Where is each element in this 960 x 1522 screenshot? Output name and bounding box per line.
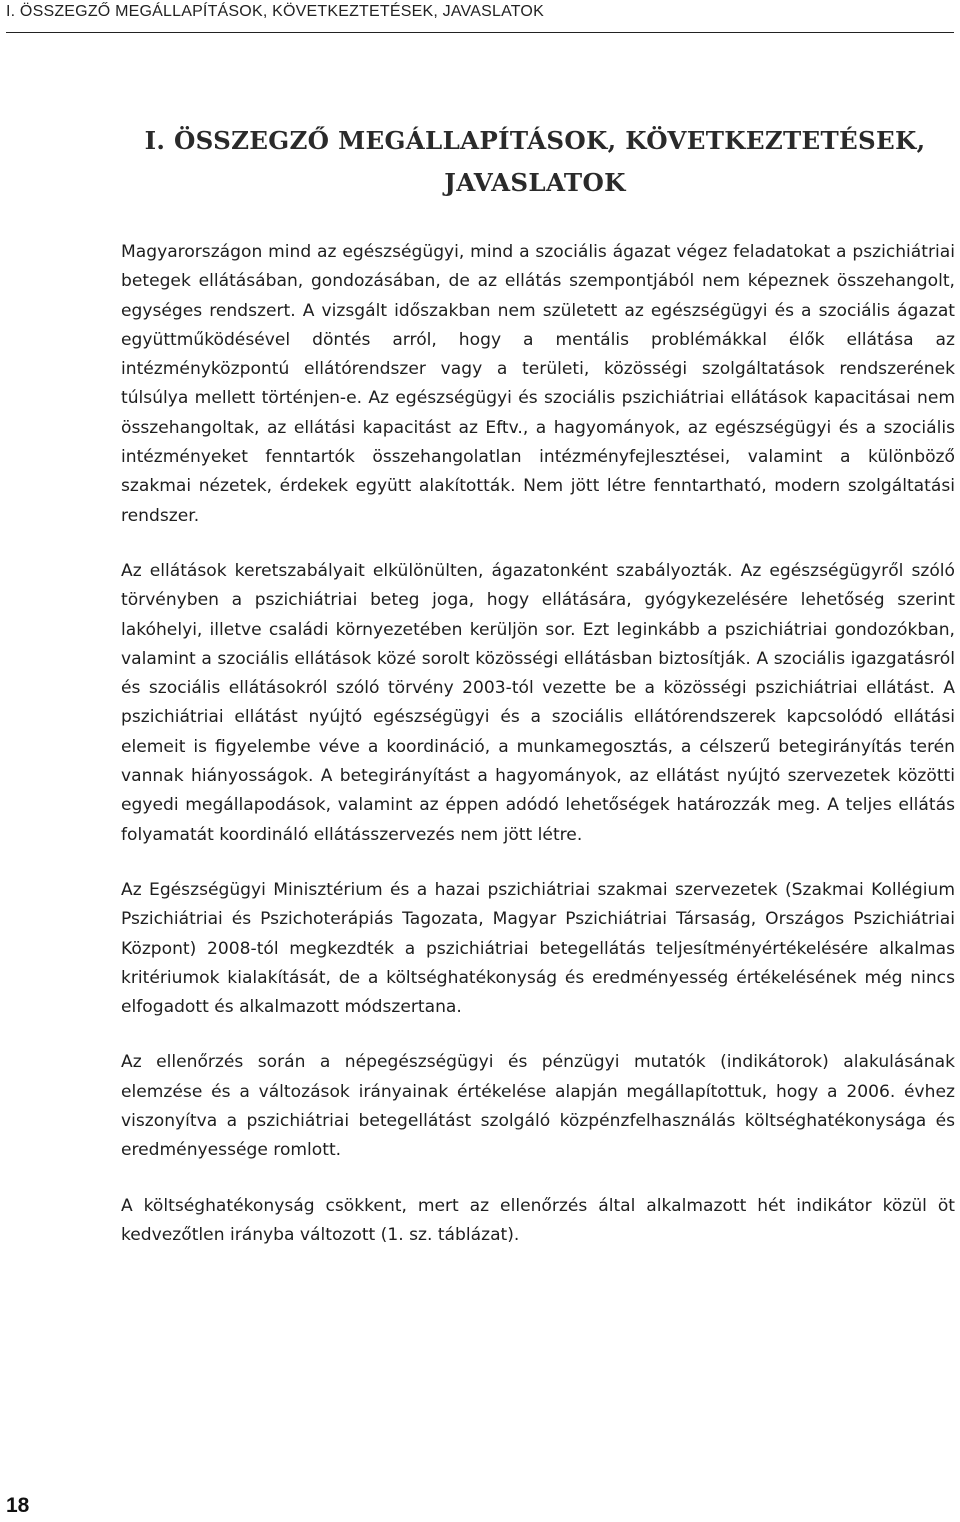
paragraph-3: Az Egészségügyi Minisztérium és a hazai pszichiátriai szakmai szervezetek (Szakmai Kollégium Pszichiátriai és Pszichoterápiás Tagozata, Magyar Pszichiátriai Társaság, Országos Pszichiátriai Központ) 2008-tól megkezdték a pszichiátriai betegellátás teljesítményértékelésére alkalmas kritériumok kialakítását, de a költséghatékonyság és eredményesség értékelésének még nincs elfogadott és alkalmazott módszertana.: [121, 879, 955, 1018]
paragraph-2: Az ellátások keretszabályait elkülönülten, ágazatonként szabályozták. Az egészségügyről szóló törvényben a pszichiátriai beteg joga, hogy ellátására, gyógykezelésére lehetőség szerint lakóhelyi, illetve családi környezetében kerüljön sor. Ezt leginkább a pszichiátriai gondozókban, valamint a szociális ellátások közé sorolt közösségi ellátásban biztosítják. A szociális igazgatásról és szociális ellátásokról szóló törvény 2003-tól vezette be a közösségi pszichiátriai ellátást. A pszichiátriai ellátást nyújtó egészségügyi és a szociális ellátórendszerek kapcsolódó ellátási elemeit is figyelembe véve a koordináció, a munkamegosztás, a célszerű betegirányítás terén vannak hiányosságok. A betegirányítást a hagyományok, az ellátást nyújtó szervezetek közötti egyedi megállapodások, valamint az éppen adódó lehetőségek határozzák meg. A teljes ellátás folyamatát koordináló ellátásszervezés nem jött létre.: [121, 560, 955, 845]
running-header: I. ÖSSZEGZŐ MEGÁLLAPÍTÁSOK, KÖVETKEZTETÉSEK, JAVASLATOK: [6, 3, 544, 20]
paragraph-4: Az ellenőrzés során a népegészségügyi és pénzügyi mutatók (indikátorok) alakulásának elemzése és a változások irányainak értékelése alapján megállapítottuk, hogy a 2006. évhez viszonyítva a pszichiátriai betegellátást szolgáló közpénzfelhasználás költséghatékonysága és eredményessége romlott.: [121, 1052, 955, 1161]
body-text: [121, 238, 955, 1276]
chapter-title-line-1: I. ÖSSZEGZŐ MEGÁLLAPÍTÁSOK, KÖVETKEZTETÉSEK,: [144, 126, 926, 155]
paragraph-5: A költséghatékonyság csökkent, mert az ellenőrzés által alkalmazott hét indikátor közül öt kedvezőtlen irányba változott (1. sz. táblázat).: [121, 1195, 955, 1245]
paragraph-1: Magyarországon mind az egészségügyi, mind a szociális ágazat végez feladatokat a pszichiátriai betegek ellátásában, gondozásában, de az ellátás szempontjából nem képeznek összehangolt, egységes rendszert. A vizsgált időszakban nem született az egészségügyi és a szociális ágazat együttműködésével döntés arról, hogy a mentális problémákkal élők ellátása az intézményközpontú ellátórendszer vagy a területi, közösségi szolgáltatások rendszerének túlsúlya mellett történjen-e. Az egészségügyi és szociális pszichiátriai ellátások kapacitásai nem összehangoltak, az ellátási kapacitást az Eftv., a hagyományok, az egészségügyi és a szociális intézményeket fenntartók összehangolatlan intézményfejlesztései, valamint a különböző szakmai nézetek, érdekek együtt alakították. Nem jött létre fenntartható, modern szolgáltatási rendszer.: [121, 242, 955, 526]
page-number: 18: [6, 1494, 30, 1517]
chapter-title-line-2: JAVASLATOK: [444, 168, 626, 197]
header-divider: [6, 32, 954, 33]
chapter-title: [120, 120, 950, 204]
